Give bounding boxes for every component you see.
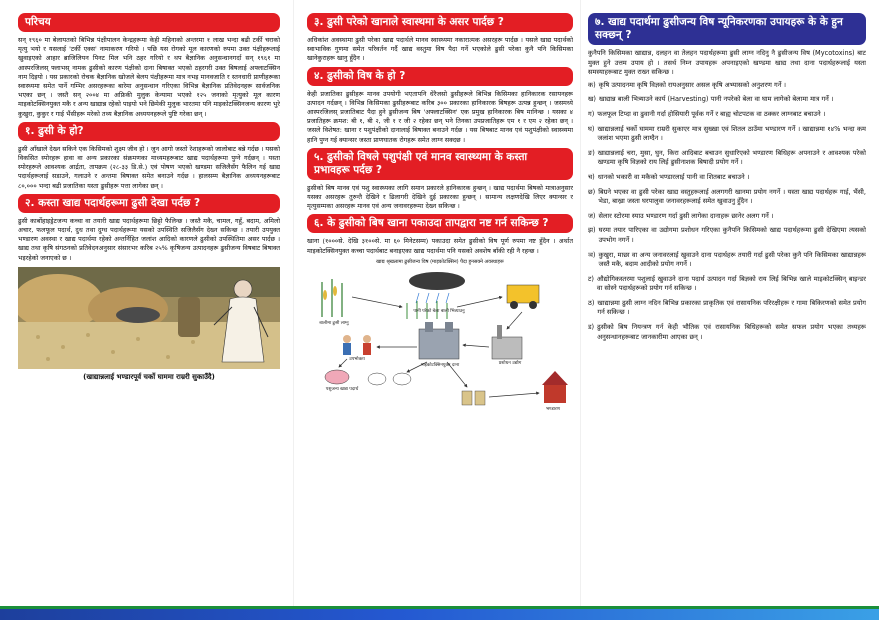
section-heading-mycotoxin: ४. ढुसीको विष के हो ? bbox=[307, 67, 573, 86]
list-item bbox=[588, 212, 866, 222]
list-item-text: ढुसीको बिष नियन्त्रण गर्न केही भौतिक एवं रासायनिक बिधिहरूको समेत सफल प्रयोग भएका तथ्यहरू अनुसन्धानहरूबाट जानकारीमा आएका छन् । bbox=[597, 323, 866, 341]
list-item-text: फलफूल टिप्दा वा ढुवानी गर्दा होसियारी पूर्वक गर्ने र बाह्य चोटपटक वा ठक्कर लाग्नबाट बचाउने । bbox=[597, 109, 826, 118]
bottom-stripe-blue bbox=[0, 609, 879, 620]
list-item bbox=[588, 125, 866, 144]
list-item-text: खाद्यान्नमा ढुसी लाग्न नदिन बिभिन्न प्रकारका प्राकृतिक एवं रासायनिक परिरक्षीहरू र गामा बिकिरणको समेत प्रयोग गर्न सकिन्छ । bbox=[597, 298, 866, 317]
list-item bbox=[588, 173, 866, 183]
section-body-mycotoxin: केही प्रजातिका ढुसीहरू मानव उपयोगी भएतापनि धेरैजसो ढुसीहरूले बिभिन्न किसिमका हानिकारक रसायनहरू उत्पादन गर्दछन् । विभिन्न किसिमका ढुसीहरूबाट करिब ३०० प्रकारका हानिकारक बिषहरू उत्पन्न हुन्छन् । जसमध्ये आस्परजिलस् प्रजातिबाट पैदा हुने ढुसीजन्य बिष 'अफ्लाटक्सिन' एक प्रमुख हानिकारक बिष मानिन्छ । यसका ४ प्रजातिहरू क्रमश: बी १, बी २, जी १ र जी २ रहेका छन् भने तिनका उपप्रजातिहरू एम १ र एम २ रहेका छन् । जसले विशेषत: खाना र पशुपंक्षीको दानालाई बिषाक्त बनाउने गर्दछ । यस बिषबाट मानव एवं पशुपंक्षीको स्वास्थ्यमा हानि पुग्न गई क्यान्सर जस्ता प्राणघातक रोगहरू समेत लाग्न सक्दछ । bbox=[307, 89, 573, 144]
list-item-marker: ट) bbox=[588, 274, 594, 283]
list-item-text: धानको भकारी वा मकैको भण्डारलाई पानी वा शितबाट बचाउने । bbox=[597, 172, 750, 181]
fold-line bbox=[293, 0, 294, 606]
list-item-marker: क) bbox=[588, 80, 596, 89]
section-body-mitigation-intro: कुनैपनि किसिमका खाद्यान्न, दलहन वा तेलहन पदार्थहरूमा ढुसी लाग्न नदिनु नै ढुसीजन्य विष (Mycotoxins) बाट मुक्त हुने उत्तम उपाय हो । तसर्थ निम्न उपायहरू अपनाइएको खण्डमा खाद्य तथा दाना पदार्थहरूलाई यस्ता समस्याहरूबाट मुक्त राख्न सकिन्छ । bbox=[588, 49, 866, 77]
list-item-marker: ख) bbox=[588, 95, 596, 104]
panel-left bbox=[18, 10, 280, 606]
diagram-label: माइकोटक्सिनयुक्त दाना bbox=[420, 362, 460, 368]
grain-drying-illustration bbox=[18, 267, 280, 369]
food-chain-illustration bbox=[307, 267, 573, 417]
grain-drying-photo bbox=[18, 267, 280, 369]
list-item bbox=[588, 299, 866, 318]
section-body-cooking: खाना (१०००से. देखि ३१००से. मा ६० मिनेटसम्म) पकाउदा समेत ढुसीको विष पूर्ण रुपमा नष्ट हुँदैन । अर्थात माइकोटक्सिनयुक्त कच्चा पदार्थबाट बनाइएका खाद्य पदार्थमा पनि यसको अवशेष बाँकी रही नै रहन्छ । bbox=[307, 237, 573, 255]
diagram-label: बालीमा ढुसी लाग्नु bbox=[319, 320, 349, 326]
section-body-health-effect: अधिकांश अवस्थामा ढुसी परेका खाद्य पदार्थले मानव स्वास्थ्यमा नकारात्मक असरहरू पार्दछ । यसले खाद्य पदार्थको स्वाभाविक गुणमा समेत परिवर्तन गर्दै खाद्य वस्तुमा विष पैदा गर्ने भएकोले ढुसी परेका कुनै पनि किसिमका खानेकुराहरू खानु हुँदैन । bbox=[307, 36, 573, 63]
list-item bbox=[588, 275, 866, 294]
list-item-marker: ञ) bbox=[588, 250, 596, 259]
list-item-text: खाद्यान्न बाली भित्र्याउने कार्य (Harvesting) पानी नपरेको बेला वा घाम लागेको बेलामा मात्र गर्ने । bbox=[598, 95, 834, 104]
list-item-marker: घ) bbox=[588, 124, 595, 133]
food-chain-diagram bbox=[307, 259, 573, 419]
section-heading-health-effect: ३. ढुसी परेको खानाले स्वास्थमा के असर पार्दछ ? bbox=[307, 13, 573, 32]
panel-middle bbox=[307, 10, 573, 606]
list-item-marker: ड) bbox=[588, 323, 595, 332]
list-item-marker: ङ) bbox=[588, 148, 595, 157]
section-heading-intro: परिचय bbox=[18, 13, 280, 32]
list-item bbox=[588, 110, 866, 120]
diagram-label: उपभोक्ता bbox=[349, 356, 365, 362]
list-item bbox=[588, 149, 866, 168]
diagram-title: खाद्य श्रृखलामा ढुसीजन्य विष (माइकोटक्सिन) पैदा हुनसक्ने अवस्थाहरू bbox=[376, 258, 504, 265]
fold-line bbox=[580, 0, 581, 606]
diagram-label: पशुजन्य खाद्य पदार्थ bbox=[325, 386, 359, 392]
list-item-text: कृषि उत्पादनमा कृषि विज्ञको रायअनुसार असल कृषि अभ्यासको अनुशरण गर्ने । bbox=[598, 80, 786, 89]
list-item-marker: झ) bbox=[588, 226, 596, 235]
list-item bbox=[588, 251, 866, 270]
list-item bbox=[588, 95, 866, 105]
list-item-text: घरमा तयार पारिएका वा उद्योगमा प्रशोधन गरिएका कुनैपनि किसिमको खाद्य पदार्थहरूमा ढुसी देखिएमा त्यसको उपभोग नगर्ने । bbox=[598, 226, 866, 244]
list-item bbox=[588, 81, 866, 91]
list-item-text: कुखुरा, माछा वा अन्य जनावरलाई खुवाउने दाना पदार्थहरू तयारी गर्दा ढुसी परेका कुनै पनि किसिमका खाद्यान्नहरू जस्तै मकै, बदाम आदीको प्रयोग नगर्ने । bbox=[598, 250, 866, 269]
list-item-text: खाद्यान्नलाई चरा, मुसा, घुन, किरा आदिबाट बचाउन सुधारिएको भण्डारण बिधिहरू अपनाउने र आवश्यक परेको खण्डमा कृषि विज्ञको राय लिई ढुसीनाशक बिषादी प्रयोग गर्ने । bbox=[597, 148, 866, 167]
section-body-what-is-fungus: ढुसी आँखाले देख्न सकिने एक किसिमको शुक्ष्म जीव हो । जुन आगो जस्तो रेशाहरूको जालोबाट बन्ने गर्दछ । यसको विकसित स्पोरहरू हावा वा अन्य प्रकारका संक्रमणका माध्यमहरूबाट खाद्य पदार्थहरूमा पुग्ने गर्दछन् । यस्ता स्पोरहरूले आवश्यक आर्द्रता, तापक्रम (२८-३३ डि.से.) एवं पोषण भएको खण्डमा सजिलैसँग फैलिन गई खाद्य पदार्थहरूलाई सडाउने, गलाउने र अन्तमा बिषाक्त समेत बनाउने गर्दछ । हालसम्म बैज्ञानिक अध्ययनहरूबाट ८०,००० भन्दा बढी प्रजातिका यस्ता ढुसीहरू पत्ता लागेका छन् । bbox=[18, 144, 280, 190]
list-item-marker: छ) bbox=[588, 187, 596, 196]
list-item-marker: च) bbox=[588, 172, 595, 181]
section-body-foods: ढुसी कार्बोहाइड्रेटजन्य कच्चा वा तयारी खाद्य पदार्थहरूमा छिट्टो फैलिन्छ । जस्तै मकै, चामल, गहुँ, बदाम, अमिलो अचार, फलफूल पदार्थ, दुध तथा दुग्ध पदार्थहरूमा यसको उपस्थिति सजिलैसँग देख्न सकिन्छ । तयारी उपयुक्त भण्डारण अवस्था र खाद्य पदार्थमा रहेको अन्तर्निहित जलांश आदिको कारणले ढुसीको उपस्थितिमा असर पार्दछ । खाद्य तथा कृषि संगठनको प्रतिवेदनअनुसार संसारभर करिब २५% कृषिजन्य उत्पादनहरू ढुसीजन्य विषबाट बिषाक्त भइरहेको जनाएको छ । bbox=[18, 216, 280, 262]
diagram-label: प्रशोधन उद्योग bbox=[498, 360, 522, 366]
section-heading-what-is-fungus: १. ढुसी के हो? bbox=[18, 122, 280, 141]
mitigation-list bbox=[588, 81, 866, 342]
list-item-text: बिग्रने भएका वा ढुसी परेका खाद्य वस्तुहरूलाई अलगगरी खानमा प्रयोग नगर्ने । यस्ता खाद्य पदार्थहरू गाई, भैंसी, भेडा, बाख्रा जस्ता घरपालुवा जनावरहरूलाई समेत खुवाउनु हुँदैन । bbox=[598, 187, 866, 206]
section-heading-cooking: ६. के ढुसीको बिष खाना पकाउदा तापद्वारा नष्ट गर्न सकिन्छ ? bbox=[307, 214, 573, 233]
list-item-marker: ग) bbox=[588, 109, 595, 118]
diagram-label: भण्डारण bbox=[546, 406, 560, 412]
photo-caption: (खाद्यान्नलाई भण्डारपूर्व चर्को घाममा राम्ररी सुकाउँदै) bbox=[83, 372, 215, 381]
list-item bbox=[588, 226, 866, 245]
section-heading-foods: २. कस्ता खाद्य पदार्थहरूमा ढुसी देखा पर्दछ ? bbox=[18, 194, 280, 213]
section-heading-effects: ५. ढुसीको विषले पशुपंक्षी एवं मानव स्वास्थ्यमा के कस्ता प्रभावहरू पर्दछ ? bbox=[307, 148, 573, 180]
list-item-marker: ज) bbox=[588, 211, 596, 220]
panel-right bbox=[588, 10, 866, 606]
diagram-label: पानी परेको बेला बाली भित्र्याउनु bbox=[413, 308, 465, 314]
list-item bbox=[588, 188, 866, 207]
list-item-marker: ठ) bbox=[588, 298, 595, 307]
section-body-effects: ढुसीको बिष मानव एवं पशु स्वास्थ्यका लागि समान प्रकारले हानिकारक हुन्छन् । खाद्य पदार्थमा बिषको मात्राअनुसार यसका असरहरू तुरुन्तै देखिने र ढिलागरी देखिने दुई प्रकारका हुन्छन् । सामान्य लक्षणदेखि लिएर क्यान्सर र मृत्युसम्मका असरहरू मानव एवं अन्य जनावरहरूमा देख्न सकिन्छ । bbox=[307, 183, 573, 211]
section-body-intro: सन् १९६० मा बेलायतको बिभिन्न पंक्षीपालन केन्द्रहरूमा केही महिनाको अन्तरमा १ लाख भन्दा बढी टर्की चराको मृत्यु भयो र यसलाई 'टर्की एक्स' नामाकरण गरियो । पछि यस रोगको मूल कारणको रुपमा उक्त पंक्षीहरूलाई खुवाइएको आहार ब्राजिलियन पिनट मिल भनि ठहर गरियो र थप बैज्ञानिक अनुसन्धानगर्दा सन् १९६१ मा आस्परजिलस् फ्लाभस् नामक ढुसीको कारण पंक्षीको दाना बिषाक्त भएको ठहरगरी उक्त बिषलाई अफ्लाटक्सिन नाम दिइयो । यस प्रकारको रोचक बैज्ञानिक खोजले बेलय पंक्षीहरूमा मात्र नभइ मानवजाति र स्तनधारी प्राणीहरूका स्वास्थ्यमा समेत पार्ने गम्भिर असरहरूका बारेमा अनुसन्धान गरिएका विभिन्न बैज्ञानिक प्रतिवेदनहरू सार्वजनिक भएका छन् । जस्तै सन् २००४ मा अफ्रिकी मुलुक केन्यामा भएको १२५ जनाको मृत्युको मूल कारण माइकोटक्सिनयुक्त मकै र अन्य खाद्यान्न रहेको पाइयो भने छिमेकी मुलुक भारतमा पनि माइकोटक्सिनजन्य कारण भुरे कुखुरा, कुकुर र गाई भैंसीहरू मरेको तथ्य बैज्ञानिक अध्ययनहरूले पुष्टि गरेका छन् । bbox=[18, 36, 280, 118]
list-item-text: सेलार स्टोरमा स्याउ भण्डारण गर्दा ढुसी लागेका दानाहरू छानेर अलग गर्ने । bbox=[598, 211, 774, 220]
section-heading-mitigation: ७. खाद्य पदार्थमा ढुसीजन्य विष न्यूनिकरणका उपायहरू के के हुन सक्छन् ? bbox=[588, 13, 866, 45]
list-item-text: औद्योगिकस्तरमा पशुलाई खुवाउने दाना पदार्थ उत्पादन गर्दा बिज्ञको राय लिई बिभिन्न खाले माइकोटक्सिन् बाइन्डर वा सोस्ने पदार्थहरूको प्रयोग गर्न सकिन्छ । bbox=[596, 274, 866, 293]
list-item bbox=[588, 323, 866, 342]
list-item-text: खाद्यान्नलाई चर्को घाममा राम्ररी सुकाएर मात्र सुख्खा एवं शितल ठाउँमा भण्डारण गर्ने । खाद्यान्नमा १४% भन्दा कम जलांश भएमा ढुसी लाग्दैन । bbox=[597, 124, 866, 143]
